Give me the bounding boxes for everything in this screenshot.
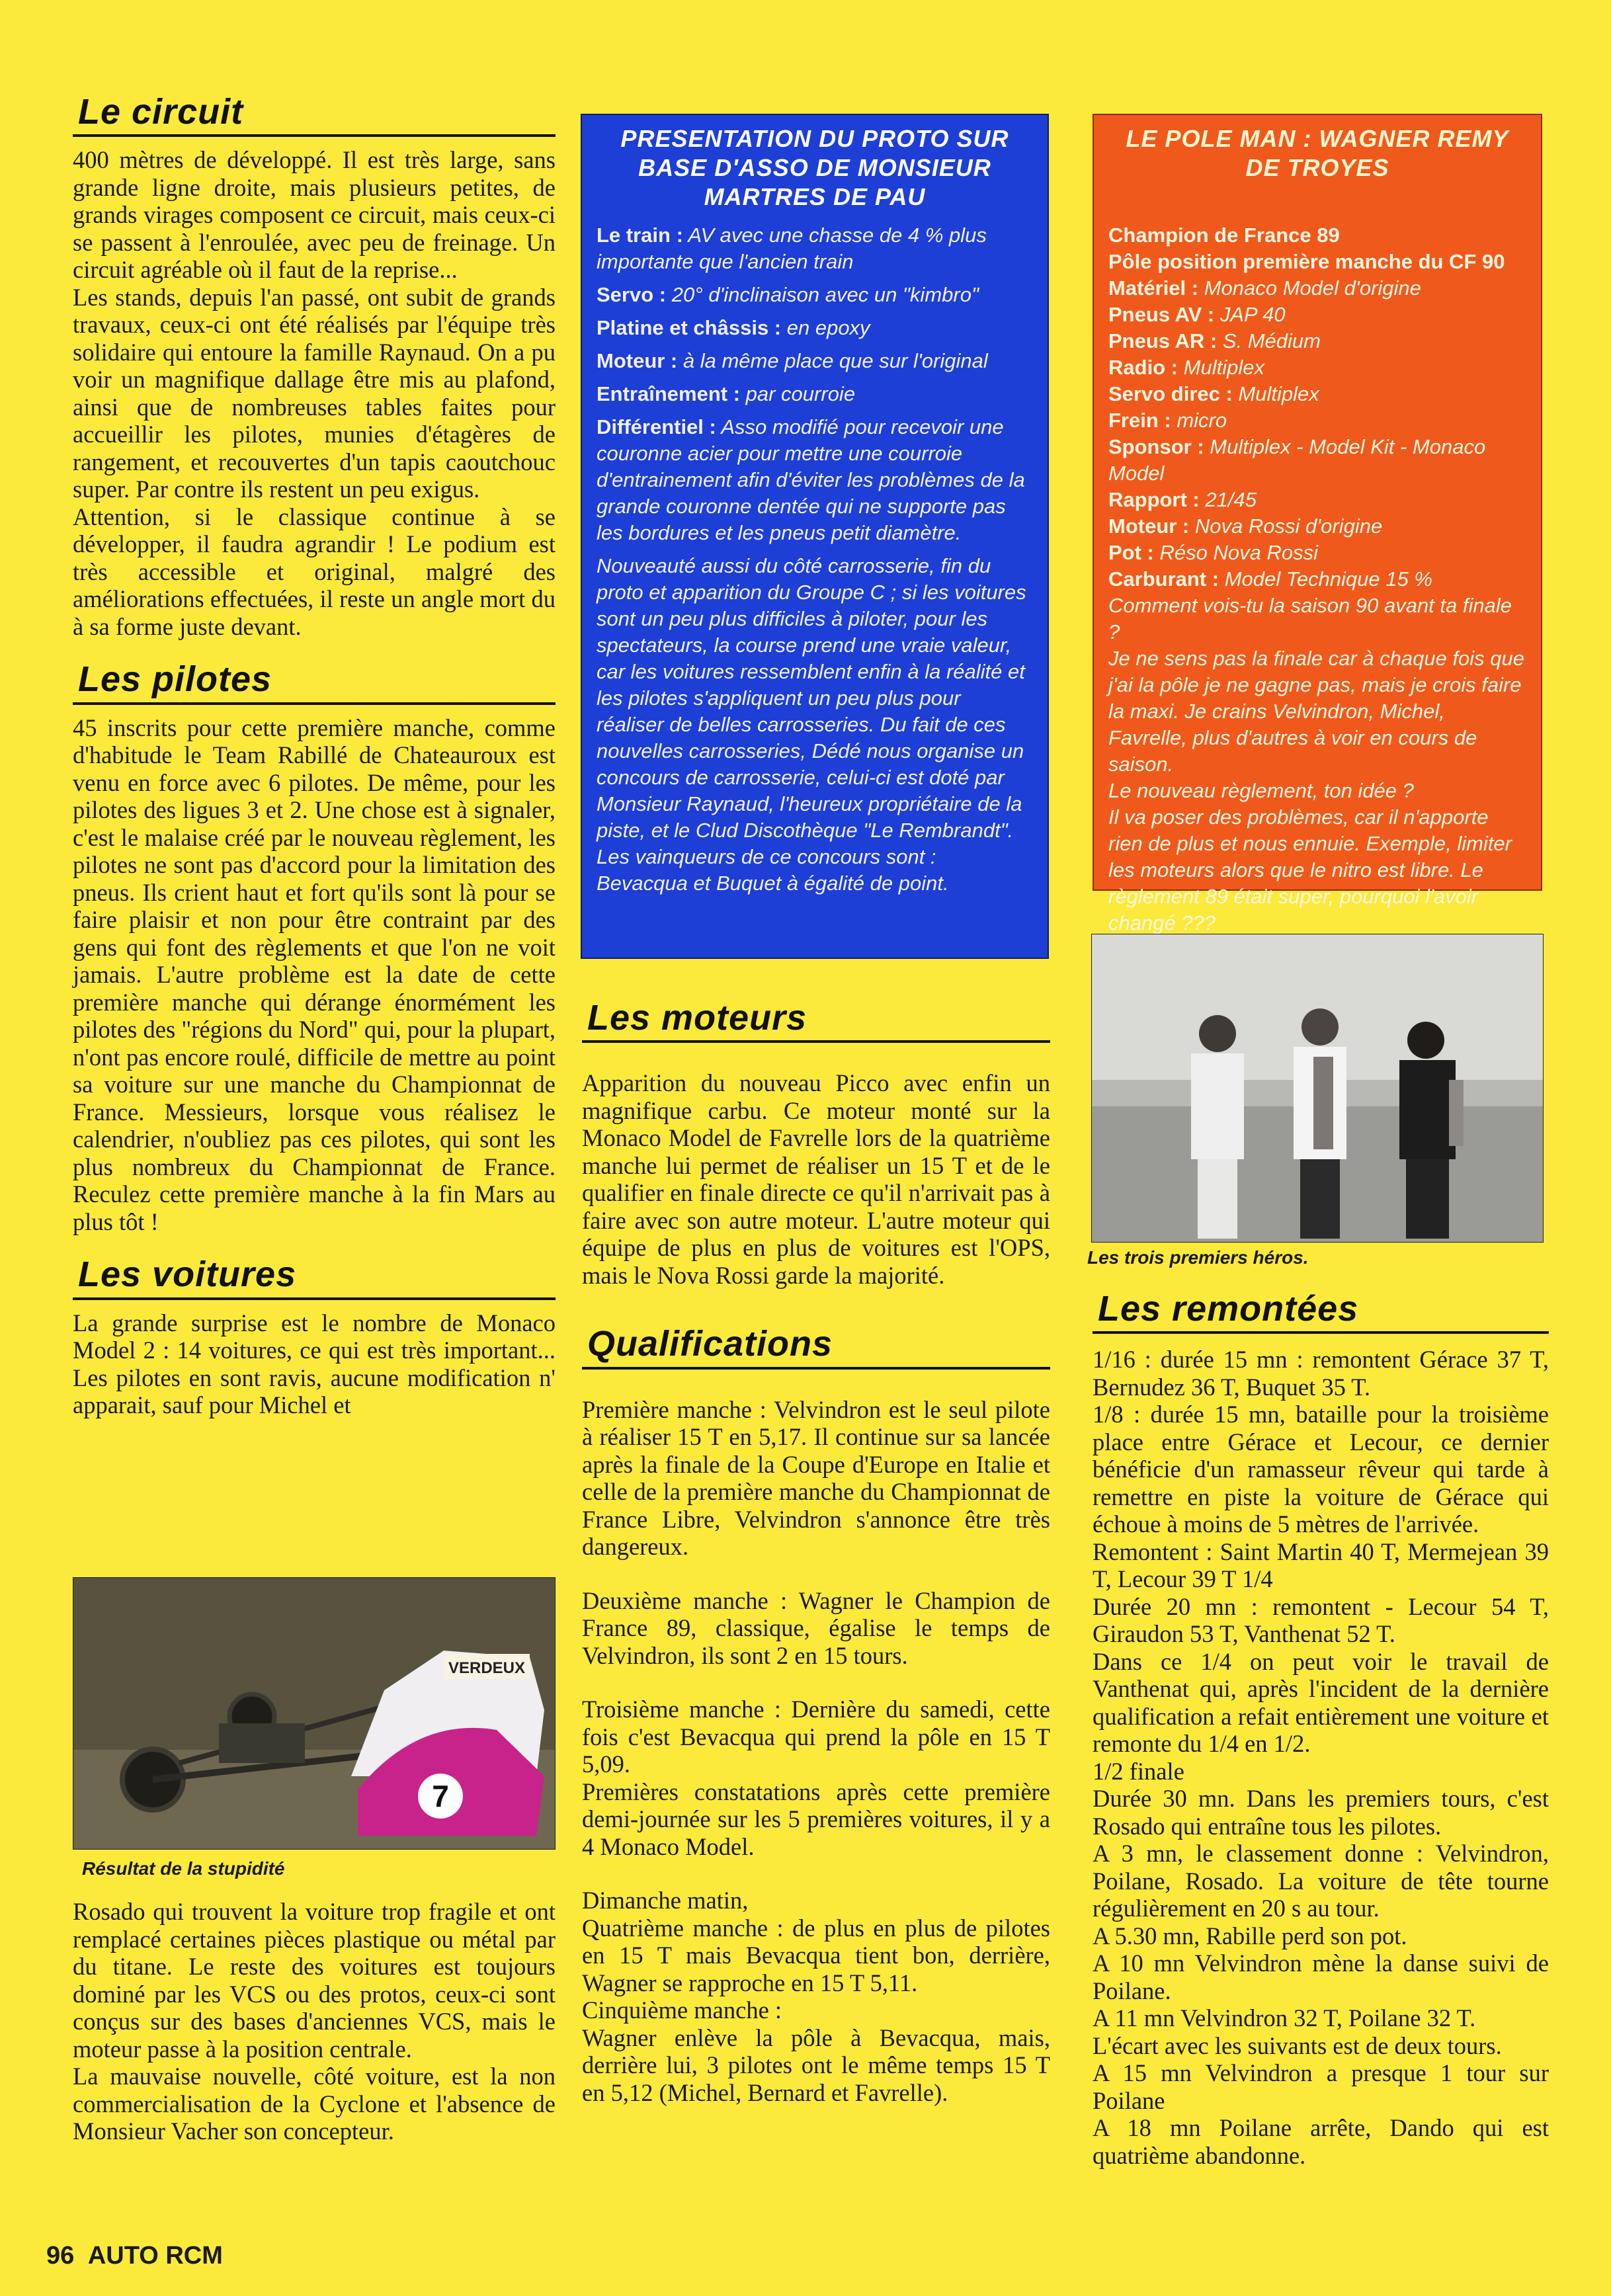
car-number-label: 7: [432, 1779, 449, 1813]
pole-man-achievement: Champion de France 89: [1108, 224, 1340, 247]
text-qualif-3: Troisième manche : Dernière du samedi, cette fois c'est Bevacqua qui prend la pôle en 15 T 5,09. Premières constatations après cette première demi-journée sur les 5 premières voitures, il y a 4 Monaco Model.: [582, 1696, 1050, 1860]
spec-key: Platine et châssis :: [597, 316, 782, 339]
spec-key: Carburant :: [1108, 567, 1219, 591]
spec-value: en epoxy: [781, 316, 870, 339]
heading-pilotes: Les pilotes: [73, 660, 556, 704]
page-footer: [46, 2242, 223, 2270]
column-right: [1093, 1290, 1549, 2169]
spec-value: S. Médium: [1217, 329, 1321, 352]
spec-key: Rapport :: [1108, 488, 1200, 511]
spec-key: Moteur :: [597, 349, 678, 372]
page-number: 96: [46, 2242, 75, 2270]
spec-key: Radio :: [1108, 356, 1178, 379]
heading-qualifications: Qualifications: [582, 1325, 1050, 1369]
spec-row: [1108, 381, 1526, 407]
spec-row: [1108, 302, 1526, 328]
spec-key: Le train :: [597, 224, 683, 247]
pole-man-interview: Comment vois-tu la saison 90 avant ta finale ? Je ne sens pas la finale car à chaque fois que j'ai la pôle je ne gagne pas, mais je crois faire la maxi. Je crains Velvindron, Michel, Favrelle, plus d'autres à voir en cours de saison. Le nouveau règlement, ton idée ? Il va poser des problèmes, car il n'apporte rien de plus et nous ennuie. Exemple, limiter les moteurs alors que le nitro est libre. Le règlement 89 était super, pourquoi l'avoir changé ???: [1108, 594, 1525, 934]
caption-broken-car: Résultat de la stupidité: [82, 1858, 285, 1879]
spec-row: [597, 381, 1033, 407]
spec-value: Model Technique 15 %: [1219, 567, 1432, 591]
spec-row: [597, 348, 1033, 374]
heading-voitures: Les voitures: [73, 1255, 556, 1299]
text-qualif-2: Deuxième manche : Wagner le Champion de France 89, classique, égalise le temps de Velvindron, ils sont 2 en 15 tours.: [582, 1586, 1050, 1669]
spec-key: Matériel :: [1108, 276, 1199, 300]
heading-moteurs: Les moteurs: [582, 999, 1050, 1043]
column-left: [73, 93, 556, 1419]
spec-row: [597, 222, 1033, 275]
spec-row: [597, 282, 1033, 308]
text-qualif-1: Première manche : Velvindron est le seul pilote à réaliser 15 T en 5,17. Il continue sur sa lancée après la finale de la Coupe d'Europe en Italie et celle de la première manche du Championnat de France Libre, Velvindron s'annonce être très dangereux.: [582, 1395, 1050, 1561]
spec-row: [1108, 566, 1526, 593]
text-circuit: 400 mètres de développé. Il est très large, sans grande ligne droite, mais plusieurs petites, de grands virages composent ce circuit, mais ceux-ci se passent à l'enroulée, avec peu de freinage. Un circuit agréable où il faut de la reprise... Les stands, depuis l'an passé, ont subit de grands travaux, ceux-ci ont été réalisés par l'équipe très solidaire qui entoure la famille Raynaud. On a pu voir un magnifique dallage être mis au plafond, ainsi que de nombreuses tables faites pour accueillir les pilotes, munies d'étagères de rangement, et recouvertes d'un tapis caoutchouc super. Par contre ils restent un peu exigus. Attention, si le classique continue à se développer, il faudra agrandir ! Le podium est très accessible et original, malgré des améliorations effectuées, il reste un angle mort du à sa forme juste devant.: [73, 146, 556, 640]
column-left-continued: [73, 1898, 556, 2145]
sidebar-proto: [581, 114, 1049, 959]
spec-row: [1108, 407, 1526, 434]
spec-row: [1108, 487, 1526, 513]
spec-key: Frein :: [1108, 409, 1171, 432]
spec-key: Pneus AV :: [1108, 303, 1215, 326]
spec-value: JAP 40: [1214, 303, 1286, 326]
photo-podium: [1091, 934, 1544, 1243]
magazine-name: AUTO RCM: [87, 2242, 223, 2270]
spec-row: [1108, 275, 1526, 302]
spec-value: AV avec une chasse de 4 % plus importante que l'ancien train: [597, 224, 987, 273]
text-voitures: La grande surprise est le nombre de Monaco Model 2 : 14 voitures, ce qui est très important... Les pilotes en sont ravis, aucune modification n' apparait, sauf pour Michel et: [73, 1309, 556, 1419]
text-voitures-continued: Rosado qui trouvent la voiture trop fragile et ont remplacé certaines pièces plastique ou métal par du titane. Le reste des voitures est toujours dominé par les VCS ou des protos, ceux-ci sont conçus sur des bases d'anciennes VCS, mais le moteur passe à la position centrale. La mauvaise nouvelle, côté voiture, est la non commercialisation de la Cyclone et l'absence de Monsieur Vacher son concepteur.: [73, 1898, 556, 2145]
sidebar-pole-man-title: LE POLE MAN : WAGNER REMY DE TROYES: [1126, 125, 1509, 181]
spec-row: [1108, 540, 1526, 566]
spec-value: par courroie: [740, 382, 856, 405]
spec-key: Entraînement :: [597, 382, 741, 405]
proto-spec-list: [597, 222, 1033, 407]
spec-value: Monaco Model d'origine: [1198, 276, 1421, 300]
spec-value: Multiplex - Model Kit - Monaco Model: [1108, 435, 1486, 485]
spec-value: Multiplex: [1178, 356, 1264, 379]
spec-key: Servo :: [597, 283, 667, 306]
spec-key: Pneus AR :: [1108, 329, 1218, 352]
column-middle: [582, 999, 1050, 2106]
spec-row: [1108, 328, 1526, 354]
heading-remontees: Les remontées: [1093, 1290, 1549, 1334]
caption-podium: Les trois premiers héros.: [1087, 1247, 1309, 1268]
broken-car-illustration: [73, 1578, 555, 1849]
car-sponsor-label: VERDEUX: [448, 1659, 526, 1677]
spec-row: [597, 315, 1033, 341]
spec-value: micro: [1171, 409, 1227, 432]
spec-value: Réso Nova Rossi: [1153, 541, 1318, 564]
proto-spec-value: Asso modifié pour recevoir une couronne acier pour mettre une courroie d'entrainement afin d'éviter les problèmes de la grande couronne dentée qui ne supporte pas les bordures et les pneus petit diamètre.: [597, 415, 1025, 544]
spec-row: [1108, 513, 1526, 540]
spec-row: [1108, 354, 1526, 381]
spec-row: [1108, 434, 1526, 487]
sidebar-proto-title: PRESENTATION DU PROTO SUR BASE D'ASSO DE MONSIEUR MARTRES DE PAU: [620, 125, 1009, 210]
photo-broken-car: [73, 1577, 556, 1850]
pole-man-achievement: Pôle position première manche du CF 90: [1108, 250, 1505, 273]
pole-man-spec-list: [1108, 275, 1526, 593]
spec-value: Nova Rossi d'origine: [1189, 514, 1383, 538]
text-moteurs: Apparition du nouveau Picco avec enfin un magnifique carbu. Ce moteur monté sur la Monaco Model de Favrelle lors de la quatrième manche lui permet de réaliser un 15 T et de le qualifier en finale directe ce qu'il n'arrivait pas à faire avec son autre moteur. L'autre moteur qui équipe de plus en plus de voitures est l'OPS, mais le Nova Rossi garde la majorité.: [582, 1069, 1050, 1289]
spec-value: 20° d'inclinaison avec un "kimbro": [666, 283, 979, 306]
proto-spec-differentiel: [597, 414, 1033, 546]
podium-photo-illustration: [1092, 934, 1543, 1242]
sidebar-pole-man: [1093, 114, 1542, 934]
text-pilotes: 45 inscrits pour cette première manche, comme d'habitude le Team Rabillé de Chateauroux est venu en force avec 6 pilotes. De même, pour les pilotes des ligues 3 et 2. Une chose est à signaler, c'est le malaise créé par le nouveau règlement, les pilotes ne sont pas d'accord pour la limitation des pneus. Ils crient haut et fort qu'ils sont là pour se faire plaisir et non pour être contraint par des gens qui font des règlements et que l'on ne voit jamais. L'autre problème est la date de cette première manche qui dérange énormément les pilotes des "régions du Nord" qui, pour la plupart, n'ont pas encore roulé, difficile de mettre au point sa voiture sur une manche du Championnat de France. Messieurs, lorsque vous réalisez le calendrier, n'oubliez pas ces pilotes, qui sont les plus nombreux du Championnat de France. Reculez cette première manche à la fin Mars au plus tôt !: [73, 714, 556, 1235]
pole-man-achievements: [1108, 222, 1526, 275]
proto-carrosserie-text: Nouveauté aussi du côté carrosserie, fin du proto et apparition du Groupe C ; si les voitures sont un peu plus difficiles à piloter, pour les spectateurs, la course prend une vraie valeur, car les voitures ressemblent enfin à la réalité et les pilotes s'appliquent un peu plus pour réaliser de belles carrosseries. Du fait de ces nouvelles carrosseries, Dédé nous organise un concours de carrosserie, celui-ci est doté par Monsieur Raynaud, l'heureux propriétaire de la piste, et le Clud Discothèque "Le Rembrandt". Les vainqueurs de ce concours sont : Bevacqua et Buquet à égalité de point.: [597, 554, 1026, 895]
heading-circuit: Le circuit: [73, 93, 556, 137]
spec-key: Sponsor :: [1108, 435, 1204, 458]
spec-value: à la même place que sur l'original: [677, 349, 988, 372]
text-qualif-4: Dimanche matin, Quatrième manche : de plus en plus de pilotes en 15 T mais Bevacqua tient bon, derrière, Wagner se rapproche en 15 T 5,11. Cinquième manche : Wagner enlève la pôle à Bevacqua, mais, derrière lui, 3 pilotes ont le même temps 15 T en 5,12 (Michel, Bernard et Favrelle).: [582, 1887, 1050, 2106]
text-remontees: 1/16 : durée 15 mn : remontent Gérace 37 T, Bernudez 36 T, Buquet 35 T. 1/8 : durée 15 mn, bataille pour la troisième place entre Gérace et Lecour, ce dernier bénéficie d'un ramasseur rêveur qui tarde à remettre en piste la voiture de Gérace qui échoue à moins de 5 mètres de l'arrivée. Remontent : Saint Martin 40 T, Mermejean 39 T, Lecour 39 T 1/4 Durée 20 mn : remontent - Lecour 54 T, Giraudon 53 T, Vanthenat 52 T. Dans ce 1/4 on peut voir le travail de Vanthenat qui, après l'incident de la dernière qualification a refait entièrement une voiture et remonte du 1/4 en 1/2. 1/2 finale Durée 30 mn. Dans les premiers tours, c'est Rosado qui entraîne tous les pilotes. A 3 mn, le classement donne : Velvindron, Poilane, Rosado. La voiture de tête tourne régulièrement en 20 s au tour. A 5.30 mn, Rabille perd son pot. A 10 mn Velvindron mène la danse suivi de Poilane. A 11 mn Velvindron 32 T, Poilane 32 T. L'écart avec les suivants est de deux tours. A 15 mn Velvindron a presque 1 tour sur Poilane A 18 mn Poilane arrête, Dando qui est quatrième abandonne.: [1093, 1346, 1549, 2169]
spec-value: 21/45: [1199, 488, 1257, 511]
spec-value: Multiplex: [1232, 382, 1319, 405]
spec-key: Moteur :: [1108, 514, 1190, 538]
proto-spec-key: Différentiel :: [597, 415, 716, 438]
spec-key: Pot :: [1108, 541, 1154, 564]
spec-key: Servo direc :: [1108, 382, 1233, 405]
